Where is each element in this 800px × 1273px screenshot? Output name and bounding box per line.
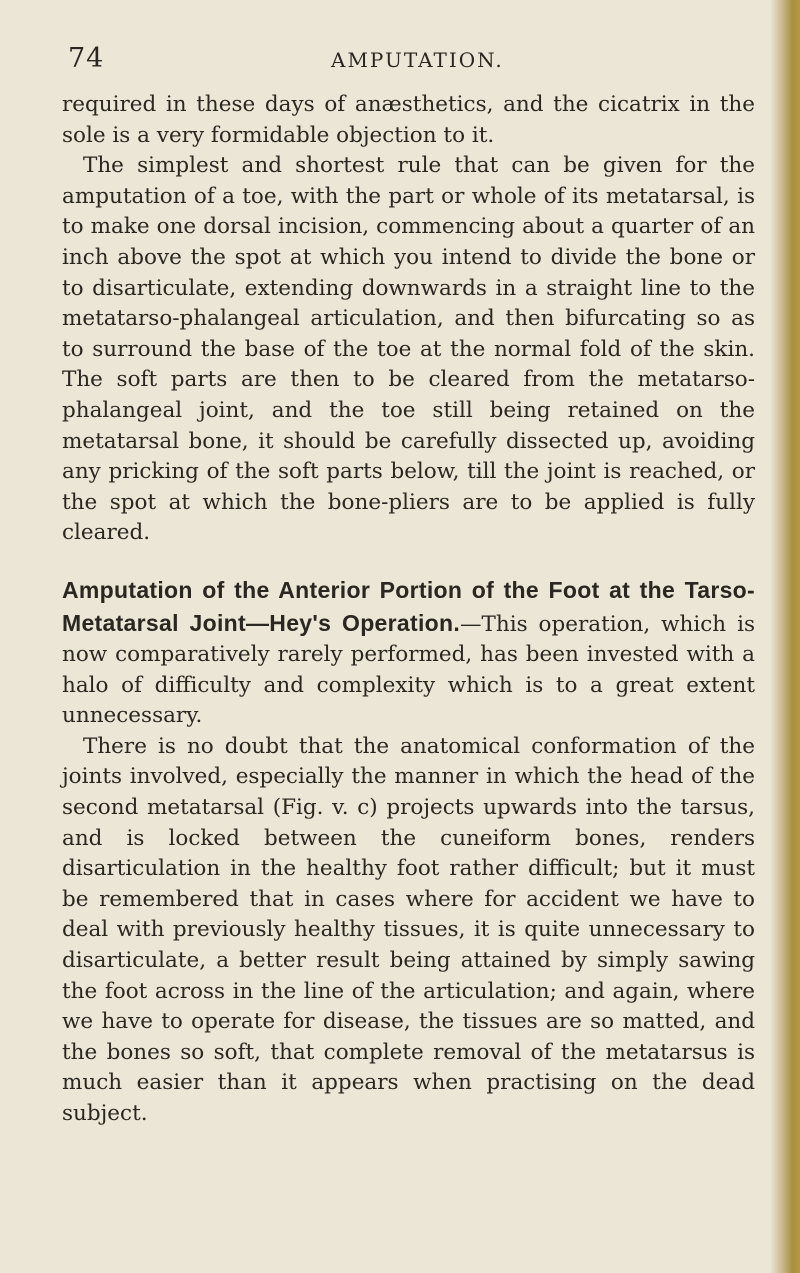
page-number: 74 <box>68 43 105 74</box>
paragraph-toe-amputation: The simplest and shortest rule that can be given for the amputation of a toe, with the part or whole of its metatarsal, is to make one dorsal incision, commencing about a quarter of an inch above the spot at which you intend to divide the bone or to disarticulate, extending downwards in a straight line to the metatarso-phalangeal articulation, and then bifurcating so as to surround the base of the toe at the normal fold of the skin. The soft parts are then to be cleared from the metatarso-phalangeal joint, and the toe still being retained on the metatarsal bone, it should be carefully dissected up, avoiding any pricking of the soft parts below, till the joint is reached, or the spot at which the bone-pliers are to be applied is fully cleared. <box>62 153 755 546</box>
section-gap <box>62 549 755 575</box>
paragraph-anatomical-conformation: There is no doubt that the anatomical conformation of the joints involved, especially the manner in which the head of the second metatarsal (Fig. v. c) projects upwards into the tarsus, and is locked between the cuneiform bones, renders disarticulation in the healthy foot rather difficult; but it must be remembered that in cases where for accident we have to deal with previously healthy tissues, it is quite unnecessary to disarticulate, a better result being attained by simply sawing the foot across in the line of the articulation; and again, where we have to operate for disease, the tissues are so matted, and the bones so soft, that complete removal of the metatarsus is much easier than it appears when practising on the dead subject. <box>62 733 755 1126</box>
running-title: AMPUTATION. <box>331 48 504 72</box>
body-text <box>62 90 755 1130</box>
page-header <box>68 40 748 80</box>
section-intro-text: —This operation, which is now comparatively rarely performed, has been invested with a halo of difficulty and complexity which is to a great extent unnecessary. <box>62 611 755 729</box>
page-edge-shadow <box>770 0 800 1273</box>
section-heading: Amputation of the Anterior Portion of the Foot at the Tarso-Metatarsal Joint—Hey's Operation. <box>62 576 755 636</box>
paragraph-heys-operation <box>62 575 755 732</box>
paragraph-continuation: required in these days of anæsthetics, and the cicatrix in the sole is a very formidable objection to it. <box>62 92 755 148</box>
